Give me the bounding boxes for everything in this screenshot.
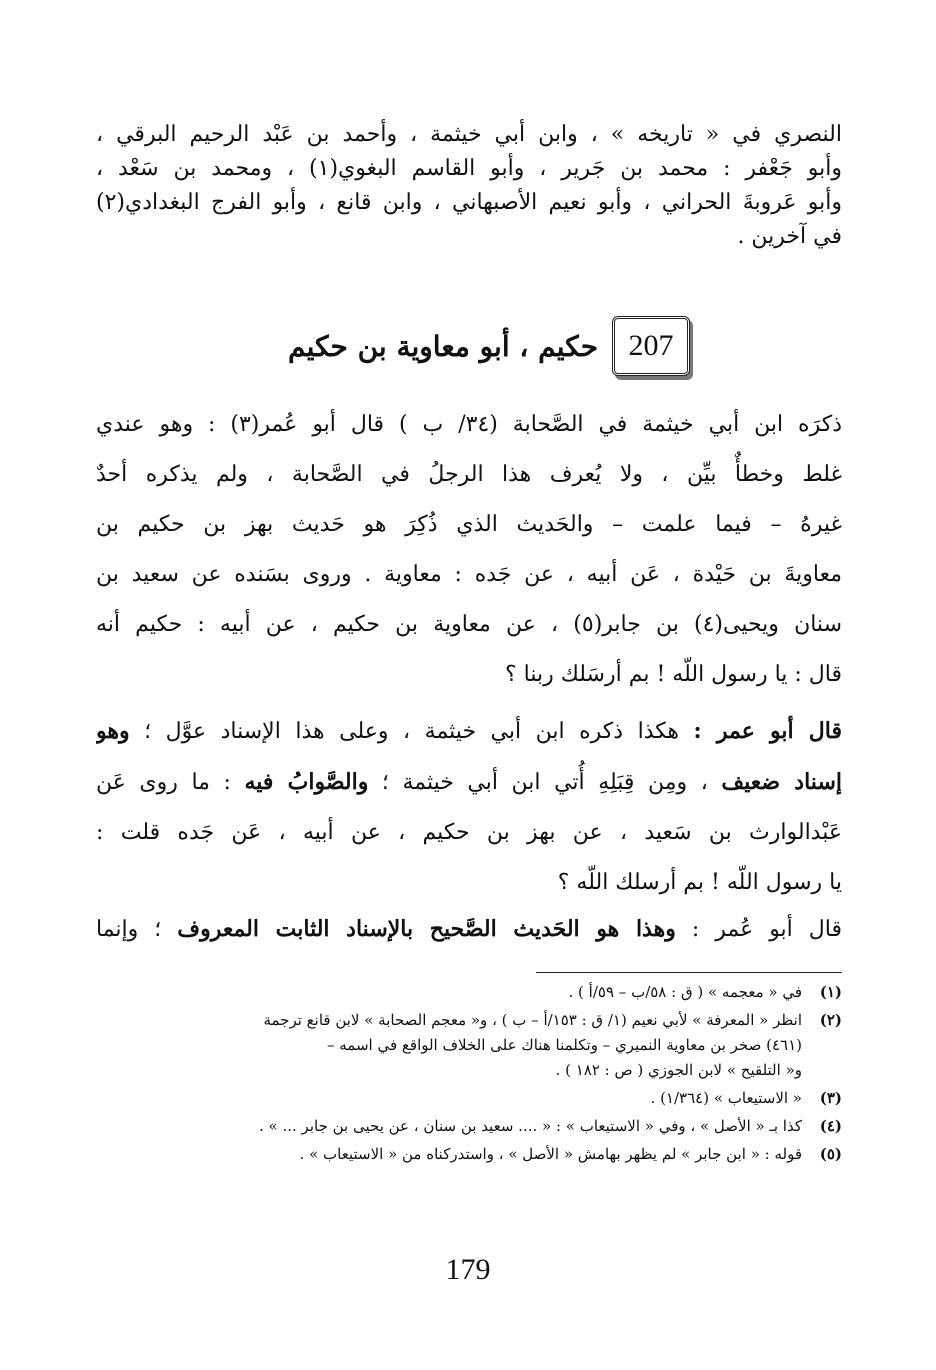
text-run: ، ومِن قِبَلِهِ أُتي ابن أبي خيثمة ؛ <box>368 770 722 795</box>
paragraph-line <box>96 757 842 808</box>
footnote-text: في « معجمه » ( ق : ٥٨/ب – ٥٩/أ ) . <box>568 983 802 1001</box>
footnote-text: (٤٦١) صخر بن معاوية النميري – وتكلمنا هناك على الخلاف الواقع في اسمه – <box>326 1036 802 1054</box>
entry-title: حكيم ، أبو معاوية بن حكيم <box>288 329 598 363</box>
bold-phrase: إسناد ضعيف <box>721 769 842 795</box>
text-run: قال أبو عُمر : <box>675 917 842 942</box>
bold-phrase: وهو <box>96 718 130 744</box>
entry-paragraph-3 <box>96 905 842 954</box>
footnote <box>96 980 842 1005</box>
text-run: : ما روى عَن <box>96 770 245 795</box>
entry-number-box <box>612 316 690 376</box>
text-run: ؛ وإنما <box>96 917 178 942</box>
intro-line: وأبو عَروبةَ الحراني ، وأبو نعيم الأصبهاني ، وابن قانع ، وأبو الفرج البغدادي(٢) <box>96 190 842 215</box>
footnote-text: قوله : « ابن جابر » لم يظهر بهامش « الأصل » ، واستدركناه من « الاستيعاب » . <box>299 1145 802 1163</box>
bold-phrase: والصَّوابُ فيه <box>244 769 369 795</box>
footnote-number: (٤) <box>819 1117 842 1135</box>
entry-paragraph-1 <box>96 400 842 700</box>
footnote-number: (٥) <box>819 1145 842 1163</box>
intro-paragraph <box>96 118 842 254</box>
footnotes <box>96 980 842 1170</box>
paragraph-line <box>96 905 842 954</box>
paragraph-line <box>96 706 842 757</box>
footnote-text: و« التلقيح » لابن الجوزي ( ص : ١٨٢ ) . <box>555 1061 802 1079</box>
entry-paragraph-2 <box>96 706 842 908</box>
paragraph-line: ذكرَه ابن أبي خيثمة في الصَّحابة (٣٤/ ب ) قال أبو عُمر(٣) : وهو عندي <box>96 412 842 437</box>
footnote-text: « الاستيعاب » (١/٣٦٤) . <box>650 1089 802 1107</box>
entry-heading <box>250 312 690 380</box>
paragraph-line: سنان ويحيى(٤) بن جابر(٥) ، عن معاوية بن حكيم ، عن أبيه : حكيم أنه <box>96 612 842 637</box>
footnote-number: (٢) <box>819 1011 842 1029</box>
paragraph-line: غيرهُ – فيما علمت – والحَديث الذي ذُكِرَ هو حَديث بهز بن حكيم بن <box>96 512 842 537</box>
footnote <box>96 1114 842 1139</box>
paragraph-line: قال : يا رسول اللّه ! بم أرسَلك ربنا ؟ <box>504 662 842 687</box>
intro-line: وأبو جَعْفر : محمد بن جَرير ، وأبو القاسم البغوي(١) ، ومحمد بن سَعْد ، <box>96 156 842 181</box>
paragraph-line: معاويةَ بن حَيْدة ، عَن أبيه ، عن جَده : معاوية . وروى بسَنده عن سعيد بن <box>96 562 842 587</box>
footnote <box>96 1142 842 1167</box>
paragraph-line: غلط وخطأٌ بيِّن ، ولا يُعرف هذا الرجلُ في الصَّحابة ، ولم يذكره أحدٌ <box>96 462 842 487</box>
bold-phrase: وهذا هو الحَديث الصَّحيح بالإسناد الثابت المعروف <box>177 916 676 942</box>
paragraph-line: يا رسول اللّه ! بم أرسلك اللّه ؟ <box>557 870 842 895</box>
intro-line: في آخرين . <box>737 224 842 249</box>
intro-line: النصري في « تاريخه » ، وابن أبي خيثمة ، وأحمد بن عَبْد الرحيم البرقي ، <box>96 122 842 147</box>
entry-number: 207 <box>628 329 674 362</box>
footnote <box>96 1086 842 1111</box>
page-number: 179 <box>445 1253 491 1286</box>
footnote-text: انظر « المعرفة » لأبي نعيم (١/ ق : ١٥٣/أ – ب ) ، و« معجم الصحابة » لابن قانع ترجمة <box>263 1011 802 1029</box>
footnote-number: (٣) <box>819 1089 842 1107</box>
footnote <box>96 1008 842 1083</box>
footnote-number: (١) <box>819 983 842 1001</box>
bold-phrase: قال أبو عمر : <box>693 718 842 744</box>
paragraph-line: عَبْدالوارث بن سَعيد ، عن بهز بن حكيم ، عن أبيه ، عَن جَده قلت : <box>96 820 842 845</box>
footnote-text: كذا بـ « الأصل » ، وفي « الاستيعاب » : « .... سعيد بن سنان ، عن يحيى بن جابر ... » . <box>259 1117 802 1135</box>
footnote-separator <box>536 972 842 973</box>
text-run: هكذا ذكره ابن أبي خيثمة ، وعلى هذا الإسناد عوَّل ؛ <box>129 719 694 744</box>
